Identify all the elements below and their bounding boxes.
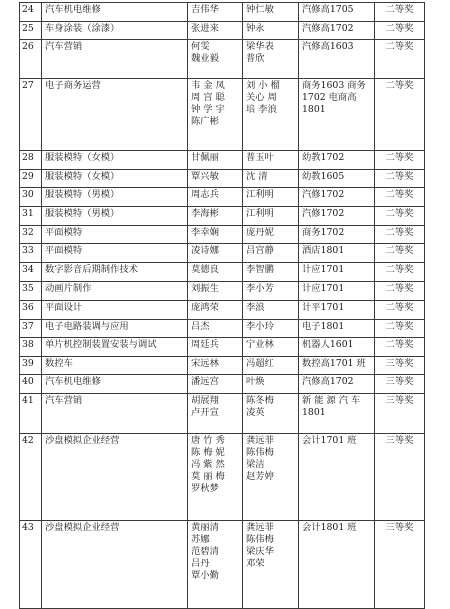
teacher-name-line: 培 李浪 (246, 104, 277, 115)
teacher-names-cell (243, 22, 299, 40)
class-name-line: 计平1701 (302, 302, 345, 313)
student-name-line: 唐 竹 秀 (191, 435, 225, 446)
teacher-name-line: 冯超红 (246, 358, 274, 369)
student-names-cell (188, 357, 243, 375)
student-name-line: 魏业毅 (191, 53, 219, 64)
teacher-name-line: 李小芳 (246, 283, 274, 294)
student-name-line: 庞鸿荣 (191, 302, 219, 313)
table-row (20, 79, 425, 151)
teacher-name-line: 普玉叶 (246, 152, 274, 163)
teacher-name-line: 钟永 (246, 23, 265, 34)
row-number-cell (20, 375, 42, 394)
award-level-cell (375, 301, 425, 320)
project-name-cell (42, 301, 188, 320)
teacher-name-line: 陈伟梅 (246, 447, 274, 458)
row-number-cell (20, 244, 42, 263)
class-name-cell (299, 282, 375, 301)
award-level: 二等奖 (385, 283, 414, 294)
student-names-cell (188, 521, 243, 609)
row-number: 42 (22, 435, 34, 446)
teacher-names-cell (243, 301, 299, 320)
student-names-cell (188, 207, 243, 226)
teacher-names-cell (243, 320, 299, 338)
student-name-line: 甘佩丽 (191, 152, 219, 163)
class-name-cell (299, 79, 375, 151)
teacher-name-line: 江利明 (246, 189, 274, 200)
student-name-line: 韦 金 凤 (191, 80, 225, 91)
award-level-cell (375, 151, 425, 170)
project-name: 汽车营销 (45, 41, 83, 52)
row-number: 31 (22, 208, 34, 219)
teacher-names-cell (243, 434, 299, 521)
student-name-line: 何雯 (191, 41, 210, 52)
awards-table (19, 2, 425, 609)
teacher-names-cell (243, 226, 299, 244)
award-level-cell (375, 79, 425, 151)
table-row (20, 226, 425, 244)
row-number: 28 (22, 152, 34, 163)
student-names-cell (188, 188, 243, 207)
teacher-name-line: 江利明 (246, 208, 274, 219)
row-number-cell (20, 521, 42, 609)
student-names-cell (188, 22, 243, 40)
awards-table-body (20, 3, 425, 609)
project-name: 服装模特（男模） (45, 189, 120, 200)
award-level: 二等奖 (385, 302, 414, 313)
class-name-cell (299, 22, 375, 40)
row-number: 34 (22, 264, 34, 275)
class-name-cell (299, 394, 375, 434)
award-level-cell (375, 434, 425, 521)
teacher-name-line: 李智鹏 (246, 264, 274, 275)
teacher-name-line: 刘 小 榴 (246, 80, 280, 91)
table-row (20, 357, 425, 375)
award-level-cell (375, 22, 425, 40)
row-number-cell (20, 357, 42, 375)
teacher-name-line: 沈 清 (246, 171, 268, 182)
teacher-name-line: 陈冬梅 (246, 395, 274, 406)
student-name-line: 范碧清 (191, 546, 219, 557)
student-name-line: 覃兴敏 (191, 171, 219, 182)
class-name-cell (299, 226, 375, 244)
project-name-cell (42, 40, 188, 79)
class-name-cell (299, 40, 375, 79)
class-name-cell (299, 3, 375, 22)
award-level: 三等奖 (385, 376, 414, 387)
class-name-line: 会计1801 班 (302, 522, 357, 533)
class-name-line: 汽修高1702 (302, 23, 354, 34)
class-name-line: 1702 电商高 (302, 92, 357, 103)
teacher-names-cell (243, 338, 299, 357)
student-name-line: 莫 丽 梅 (191, 471, 225, 482)
class-name-cell (299, 170, 375, 188)
teacher-names-cell (243, 40, 299, 79)
project-name-cell (42, 244, 188, 263)
award-level-cell (375, 375, 425, 394)
student-name-line: 陈 梅 妮 (191, 447, 225, 458)
teacher-names-cell (243, 207, 299, 226)
row-number-cell (20, 394, 42, 434)
award-level: 二等奖 (385, 321, 414, 332)
teacher-name-line: 李小玲 (246, 321, 274, 332)
row-number: 37 (22, 321, 34, 332)
teacher-name-line: 凌英 (246, 407, 265, 418)
teacher-name-line: 关心 周 (246, 92, 277, 103)
student-name-line: 卢开宣 (191, 407, 219, 418)
award-level: 二等奖 (385, 171, 414, 182)
row-number-cell (20, 226, 42, 244)
class-name-line: 幼教1702 (302, 152, 345, 163)
student-names-cell (188, 434, 243, 521)
row-number-cell (20, 188, 42, 207)
row-number: 32 (22, 227, 34, 238)
teacher-names-cell (243, 263, 299, 282)
project-name-cell (42, 79, 188, 151)
class-name-line: 新 能 源 汽 车 (302, 395, 361, 406)
project-name: 汽车机电维修 (45, 376, 101, 387)
class-name-line: 商务1702 (302, 227, 345, 238)
award-level-cell (375, 320, 425, 338)
row-number: 24 (22, 4, 34, 15)
student-name-line: 周志兵 (191, 189, 219, 200)
table-row (20, 188, 425, 207)
project-name: 数字影音后期制作技术 (45, 264, 138, 275)
table-row (20, 263, 425, 282)
class-name-line: 数控高1701 班 (302, 358, 366, 369)
teacher-names-cell (243, 375, 299, 394)
project-name-cell (42, 188, 188, 207)
project-name-cell (42, 207, 188, 226)
class-name-cell (299, 207, 375, 226)
award-level-cell (375, 263, 425, 282)
table-row (20, 375, 425, 394)
teacher-name-line: 赵芳婷 (246, 471, 274, 482)
project-name-cell (42, 282, 188, 301)
row-number-cell (20, 3, 42, 22)
table-row (20, 170, 425, 188)
class-name-cell (299, 521, 375, 609)
student-name-line: 凌诗娜 (191, 245, 219, 256)
class-name-line: 汽修高1705 (302, 4, 354, 15)
award-level: 三等奖 (385, 522, 414, 533)
project-name: 服装模特（女模） (45, 152, 120, 163)
project-name: 沙盘模拟企业经营 (45, 435, 120, 446)
row-number: 40 (22, 376, 34, 387)
award-level-cell (375, 3, 425, 22)
row-number-cell (20, 207, 42, 226)
project-name-cell (42, 3, 188, 22)
project-name-cell (42, 151, 188, 170)
project-name: 电子商务运营 (45, 80, 101, 91)
award-level: 三等奖 (385, 435, 414, 446)
class-name-line: 汽修1702 (302, 208, 345, 219)
project-name: 电子电路装调与应用 (45, 321, 129, 332)
student-name-line: 黄丽清 (191, 522, 219, 533)
award-level-cell (375, 521, 425, 609)
project-name: 平面设计 (45, 302, 83, 313)
class-name-line: 计应1701 (302, 283, 345, 294)
project-name: 汽车营销 (45, 395, 83, 406)
award-level: 二等奖 (385, 189, 414, 200)
class-name-cell (299, 434, 375, 521)
project-name: 平面模特 (45, 227, 83, 238)
award-level-cell (375, 357, 425, 375)
student-names-cell (188, 244, 243, 263)
class-name-cell (299, 320, 375, 338)
student-names-cell (188, 40, 243, 79)
class-name-cell (299, 375, 375, 394)
student-names-cell (188, 79, 243, 151)
table-row (20, 338, 425, 357)
row-number-cell (20, 40, 42, 79)
student-name-line: 罗秋梦 (191, 483, 219, 494)
award-level: 三等奖 (385, 395, 414, 406)
award-level-cell (375, 338, 425, 357)
award-level: 二等奖 (385, 23, 414, 34)
student-name-line: 冯 紫 然 (191, 459, 225, 470)
class-name-cell (299, 338, 375, 357)
teacher-name-line: 邓荣 (246, 558, 265, 569)
student-names-cell (188, 282, 243, 301)
teacher-names-cell (243, 151, 299, 170)
table-row (20, 521, 425, 609)
student-name-line: 刘振生 (191, 283, 219, 294)
award-level-cell (375, 207, 425, 226)
award-level-cell (375, 40, 425, 79)
project-name-cell (42, 375, 188, 394)
student-names-cell (188, 301, 243, 320)
row-number: 38 (22, 339, 34, 350)
student-name-line: 覃小勤 (191, 570, 219, 581)
project-name-cell (42, 22, 188, 40)
student-name-line: 陈广彬 (191, 116, 219, 127)
class-name-line: 1801 (302, 104, 326, 115)
teacher-name-line: 叶焕 (246, 376, 265, 387)
teacher-names-cell (243, 244, 299, 263)
row-number-cell (20, 151, 42, 170)
row-number: 36 (22, 302, 34, 313)
project-name-cell (42, 170, 188, 188)
project-name: 车身涂装（涂漆） (45, 23, 120, 34)
class-name-line: 商务1603 商务 (302, 80, 366, 91)
project-name: 平面模特 (45, 245, 83, 256)
table-row (20, 22, 425, 40)
student-name-line: 周廷兵 (191, 339, 219, 350)
table-row (20, 434, 425, 521)
teacher-name-line: 梁庆华 (246, 546, 274, 557)
student-names-cell (188, 170, 243, 188)
class-name-cell (299, 244, 375, 263)
student-name-line: 李海彬 (191, 208, 219, 219)
row-number: 41 (22, 395, 34, 406)
row-number: 33 (22, 245, 34, 256)
student-name-line: 苏娜 (191, 534, 210, 545)
award-level: 二等奖 (385, 41, 414, 52)
student-name-line: 莫德良 (191, 264, 219, 275)
project-name-cell (42, 521, 188, 609)
award-level: 二等奖 (385, 4, 414, 15)
project-name: 单片机控制装置安装与调试 (45, 339, 157, 350)
teacher-name-line: 钟仁敏 (246, 4, 274, 15)
student-name-line: 宋远林 (191, 358, 219, 369)
table-row (20, 151, 425, 170)
student-names-cell (188, 226, 243, 244)
project-name-cell (42, 320, 188, 338)
table-row (20, 40, 425, 79)
class-name-line: 计应1701 (302, 264, 345, 275)
row-number-cell (20, 170, 42, 188)
student-name-line: 周 宫 聪 (191, 92, 225, 103)
award-level: 二等奖 (385, 245, 414, 256)
award-level-cell (375, 394, 425, 434)
row-number-cell (20, 22, 42, 40)
project-name: 沙盘模拟企业经营 (45, 522, 120, 533)
teacher-name-line: 龚远菲 (246, 435, 274, 446)
award-level-cell (375, 244, 425, 263)
row-number: 29 (22, 171, 34, 182)
project-name: 数控车 (45, 358, 73, 369)
project-name-cell (42, 263, 188, 282)
project-name: 服装模特（男模） (45, 208, 120, 219)
award-level-cell (375, 170, 425, 188)
row-number-cell (20, 434, 42, 521)
student-names-cell (188, 375, 243, 394)
row-number-cell (20, 263, 42, 282)
student-name-line: 胡展翔 (191, 395, 219, 406)
award-level: 二等奖 (385, 227, 414, 238)
row-number: 26 (22, 41, 34, 52)
row-number: 43 (22, 522, 34, 533)
table-row (20, 394, 425, 434)
teacher-names-cell (243, 170, 299, 188)
teacher-names-cell (243, 3, 299, 22)
teacher-name-line: 梁洁 (246, 459, 265, 470)
teacher-names-cell (243, 188, 299, 207)
class-name-cell (299, 357, 375, 375)
table-row (20, 244, 425, 263)
teacher-names-cell (243, 79, 299, 151)
project-name-cell (42, 338, 188, 357)
teacher-name-line: 吕宫静 (246, 245, 274, 256)
class-name-cell (299, 151, 375, 170)
teacher-name-line: 宁业林 (246, 339, 274, 350)
table-row (20, 282, 425, 301)
class-name-line: 会计1701 班 (302, 435, 357, 446)
class-name-line: 电子1801 (302, 321, 345, 332)
student-name-line: 李幸娴 (191, 227, 219, 238)
row-number: 39 (22, 358, 34, 369)
class-name-cell (299, 301, 375, 320)
row-number-cell (20, 79, 42, 151)
row-number-cell (20, 282, 42, 301)
teacher-name-line: 庞丹妮 (246, 227, 274, 238)
teacher-names-cell (243, 394, 299, 434)
award-level-cell (375, 188, 425, 207)
student-names-cell (188, 394, 243, 434)
teacher-name-line: 李浪 (246, 302, 265, 313)
table-row (20, 301, 425, 320)
project-name: 汽车机电维修 (45, 4, 101, 15)
teacher-name-line: 普欣 (246, 53, 265, 64)
award-level: 三等奖 (385, 358, 414, 369)
row-number: 30 (22, 189, 34, 200)
award-level: 二等奖 (385, 208, 414, 219)
class-name-line: 酒店1801 (302, 245, 345, 256)
table-row (20, 3, 425, 22)
award-level-cell (375, 226, 425, 244)
project-name-cell (42, 226, 188, 244)
student-names-cell (188, 338, 243, 357)
table-row (20, 207, 425, 226)
class-name-line: 汽修1702 (302, 189, 345, 200)
student-name-line: 吕杰 (191, 321, 210, 332)
class-name-line: 幼教1605 (302, 171, 345, 182)
class-name-cell (299, 188, 375, 207)
student-name-line: 吕丹 (191, 558, 210, 569)
teacher-name-line: 梁华表 (246, 41, 274, 52)
class-name-line: 汽修高1603 (302, 41, 354, 52)
student-name-line: 潘远宫 (191, 376, 219, 387)
project-name-cell (42, 394, 188, 434)
student-name-line: 钟 学 宇 (191, 104, 225, 115)
award-level: 二等奖 (385, 152, 414, 163)
award-level: 二等奖 (385, 264, 414, 275)
row-number: 27 (22, 80, 34, 91)
row-number: 35 (22, 283, 34, 294)
award-level: 二等奖 (385, 80, 414, 91)
class-name-line: 1801 (302, 407, 326, 418)
row-number-cell (20, 301, 42, 320)
project-name-cell (42, 434, 188, 521)
student-names-cell (188, 263, 243, 282)
student-name-line: 吉伟华 (191, 4, 219, 15)
project-name: 服装模特（女模） (45, 171, 120, 182)
student-name-line: 张进来 (191, 23, 219, 34)
table-row (20, 320, 425, 338)
row-number-cell (20, 320, 42, 338)
teacher-name-line: 龚远菲 (246, 522, 274, 533)
class-name-cell (299, 263, 375, 282)
project-name: 动画片制作 (45, 283, 92, 294)
teacher-names-cell (243, 521, 299, 609)
class-name-line: 汽修高1702 (302, 376, 354, 387)
award-level: 二等奖 (385, 339, 414, 350)
teacher-names-cell (243, 282, 299, 301)
row-number: 25 (22, 23, 34, 34)
teacher-names-cell (243, 357, 299, 375)
award-level-cell (375, 282, 425, 301)
teacher-name-line: 陈伟梅 (246, 534, 274, 545)
project-name-cell (42, 357, 188, 375)
row-number-cell (20, 338, 42, 357)
class-name-line: 机器人1601 (302, 339, 354, 350)
student-names-cell (188, 3, 243, 22)
student-names-cell (188, 151, 243, 170)
student-names-cell (188, 320, 243, 338)
